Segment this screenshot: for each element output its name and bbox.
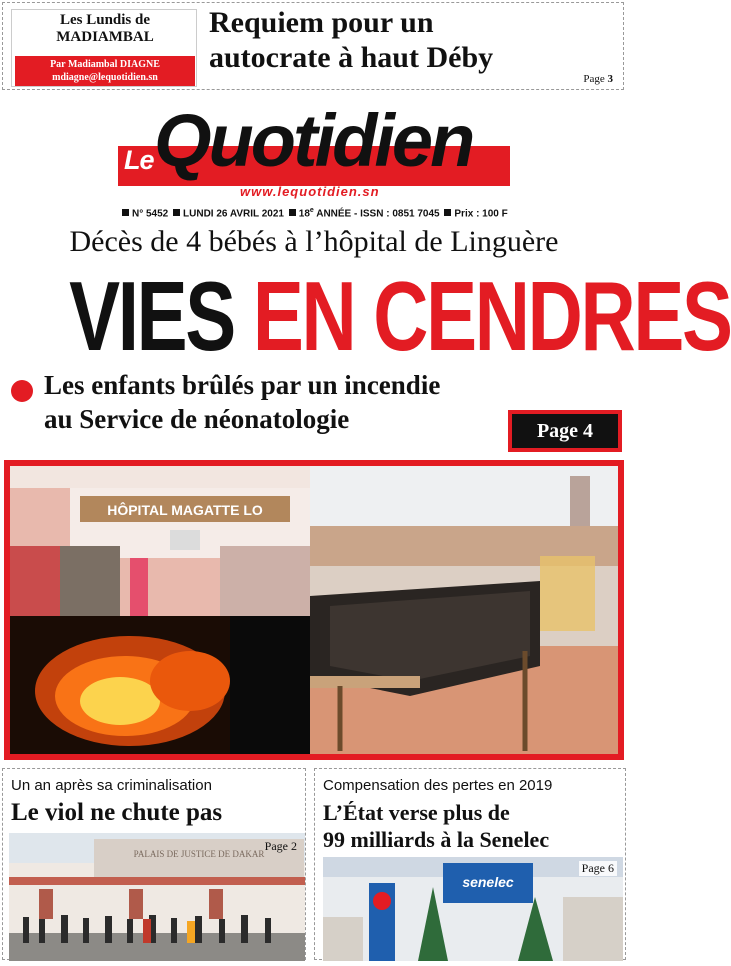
- top-page-ref: [583, 73, 613, 85]
- red-bullet-icon: [11, 380, 33, 402]
- issue-number: N° 5452: [132, 208, 169, 220]
- main-page-ref-button[interactable]: [508, 410, 622, 452]
- courthouse-photo: [9, 833, 305, 961]
- masthead-name: Quotidien: [154, 99, 473, 182]
- square-bullet-icon: [173, 209, 180, 216]
- column-email: mdiagne@lequotidien.sn: [52, 72, 158, 83]
- subhead-line2: au Service de néonatologie: [44, 404, 350, 434]
- main-kicker: Décès de 4 bébés à l’hôpital de Linguère: [69, 225, 559, 258]
- column-byline-box: [15, 56, 195, 86]
- top-strip: [2, 2, 624, 90]
- issue-year-suffix: ANNÉE - ISSN : 0851 7045: [313, 208, 440, 220]
- hospital-sign-text: HÔPITAL MAGATTE LO: [107, 502, 263, 518]
- main-page-ref-label: Page 4: [512, 414, 618, 448]
- bottom-left-page-ref: Page 2: [264, 839, 297, 853]
- column-byline: Par Madiambal DIAGNE: [50, 59, 160, 70]
- masthead-le: Le: [124, 145, 154, 175]
- main-banner-headline[interactable]: [69, 261, 731, 371]
- banner-red-words: EN CENDRES: [252, 261, 731, 371]
- square-bullet-icon: [444, 209, 451, 216]
- top-headline-line1: Requiem pour un: [209, 6, 434, 39]
- column-title-line1: Les Lundis de: [59, 12, 151, 28]
- issue-year-prefix: 18: [298, 208, 310, 220]
- main-photo[interactable]: [4, 460, 624, 760]
- masthead-url: www.lequotidien.sn: [240, 184, 380, 199]
- banner-black-word: VIES: [69, 261, 234, 371]
- bottom-left-kicker: Un an après sa criminalisation: [11, 777, 212, 794]
- masthead-logo: [110, 99, 510, 199]
- bottom-right-headline: [323, 799, 549, 853]
- bottom-right-kicker: Compensation des pertes en 2019: [323, 777, 553, 794]
- bottom-right-headline-line2: 99 milliards à la Senelec: [323, 827, 550, 852]
- top-headline-line2: autocrate à haut Déby: [209, 41, 494, 74]
- top-page-label: Page: [583, 73, 605, 85]
- issue-price: Prix : 100 F: [454, 208, 508, 220]
- bottom-left-story[interactable]: [2, 768, 306, 960]
- column-title: [12, 12, 198, 46]
- column-title-line2: MADIAMBAL: [56, 29, 154, 45]
- subhead-line1: Les enfants brûlés par un incendie: [44, 370, 441, 400]
- senelec-sign-text: senelec: [462, 874, 514, 890]
- top-page-number: 3: [607, 73, 613, 85]
- top-headline[interactable]: [209, 5, 619, 75]
- issue-date: LUNDI 26 AVRIL 2021: [183, 208, 284, 220]
- bottom-left-photo: [9, 833, 305, 961]
- building-sign-text: PALAIS DE JUSTICE DE DAKAR: [133, 849, 265, 859]
- column-promo-box[interactable]: [11, 9, 197, 87]
- square-bullet-icon: [122, 209, 129, 216]
- bottom-right-headline-line1: L’État verse plus de: [323, 800, 510, 825]
- photo-collage: [10, 466, 618, 754]
- bottom-right-page-ref: Page 6: [579, 861, 617, 876]
- square-bullet-icon: [289, 209, 296, 216]
- bottom-right-story[interactable]: [314, 768, 626, 960]
- bottom-left-headline: Le viol ne chute pas: [11, 799, 223, 826]
- issue-info: [120, 207, 508, 219]
- issue-year-sup: e: [309, 207, 314, 214]
